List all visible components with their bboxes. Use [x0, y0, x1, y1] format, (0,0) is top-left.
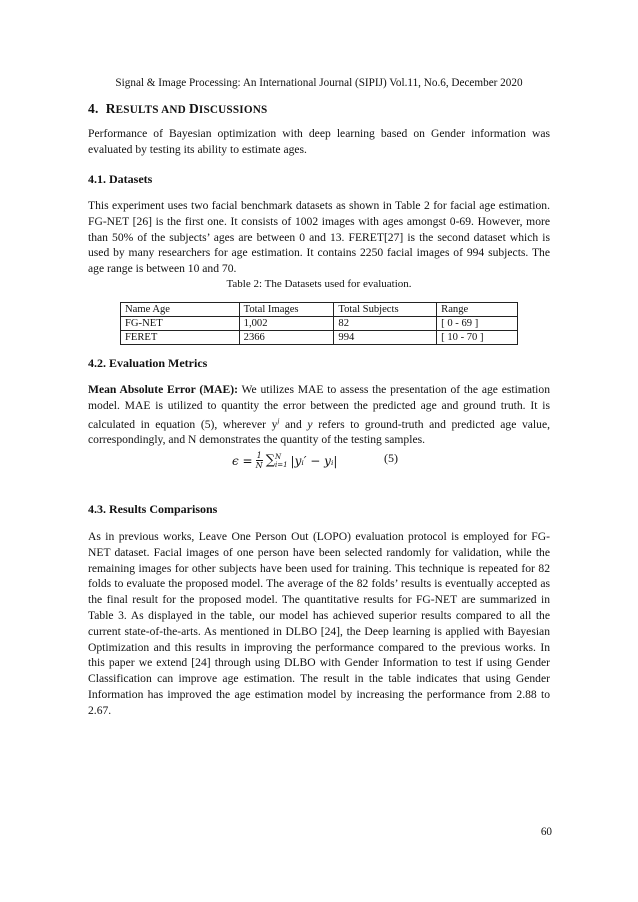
table-row: [121, 317, 518, 331]
table-row: [121, 331, 518, 345]
metrics-body: [88, 382, 550, 448]
table-caption: Table 2: The Datasets used for evaluation.: [226, 278, 412, 290]
metrics-heading: 4.2. Evaluation Metrics: [88, 356, 208, 370]
section-number: 4.: [88, 101, 99, 116]
section-intro: Performance of Bayesian optimization with deep learning based on Gender information was evaluated by testing its ability to estimate ages.: [88, 127, 550, 156]
table-cell: 2366: [239, 331, 334, 345]
metrics-text-1: We utilizes MAE to assess the presentation of the age estimation model. MAE is utilized to quantity the error between the predicted age and ground truth. It is calculated in equation (5), wherever y: [88, 383, 550, 431]
table-cell: 82: [334, 317, 437, 331]
equation-body: |yᵢ′ − yᵢ|: [290, 453, 338, 468]
sigma-symbol: ∑: [265, 453, 275, 468]
fraction-numerator: 1: [256, 451, 262, 460]
table-cell: 994: [334, 331, 437, 345]
section-title: [88, 101, 267, 117]
sigma-lower: i=1: [274, 460, 288, 469]
datasets-table: [120, 302, 518, 345]
sigma-limits: [275, 453, 288, 469]
section-title-d: D: [188, 101, 199, 116]
metrics-text-2: and: [279, 417, 308, 431]
superscript-j: j: [277, 416, 280, 425]
running-header: Signal & Image Processing: An International Journal (SIPIJ) Vol.11, No.6, December 2020: [115, 77, 523, 89]
table-header-cell: Range: [437, 303, 518, 317]
equation-lhs: ϵ =: [232, 453, 253, 468]
mae-lead: Mean Absolute Error (MAE):: [88, 383, 238, 396]
table-cell: [ 0 - 69 ]: [437, 317, 518, 331]
sigma-upper: N: [274, 452, 282, 461]
section-title-part2: ISCUSSIONS: [198, 104, 268, 116]
mae-equation: [232, 451, 337, 470]
table-header-row: [121, 303, 518, 317]
table-header-cell: Total Images: [239, 303, 334, 317]
table-cell: FG-NET: [121, 317, 240, 331]
section-title-part1: ESULTS AND: [115, 104, 189, 116]
section-title-r: R: [105, 101, 116, 116]
table-header-cell: Total Subjects: [334, 303, 437, 317]
datasets-body: This experiment uses two facial benchmark datasets as shown in Table 2 for facial age estimation. FG-NET [26] is the first one. It consists of 1002 images with ages amongst 0-69. However, more than 50% of the subjects’ ages are between 0 and 13. FERET[27] is the second dataset which is used by many researchers for age estimation. It contains 2250 facial images of 994 subjects. The age range is between 10 and 70.: [88, 199, 550, 276]
page-number: 60: [540, 826, 552, 838]
metrics-text-3: refers to ground-truth and predicted age value, correspondingly, and N demonstrates the quantity of the testing samples.: [88, 417, 550, 447]
y-symbol: y: [307, 417, 313, 431]
table-cell: 1,002: [239, 317, 334, 331]
table-cell: [ 10 - 70 ]: [437, 331, 518, 345]
table-header-cell: Name Age: [121, 303, 240, 317]
comparisons-heading: 4.3. Results Comparisons: [88, 502, 218, 516]
fraction-denominator: N: [255, 461, 263, 470]
comparisons-body: As in previous works, Leave One Person Out (LOPO) evaluation protocol is employed for FG-NET dataset. Facial images of one person have been selected randomly for validation, while the remaining images for other subjects have been used for training. This technique is repeated for 82 folds to evaluate the proposed model. The average of the 82 folds’ results is eventually accepted as the final result for the proposed model. The quantitative results for FG-NET are summarized in Table 3. As displayed in the table, our model has achieved superior results compared to all the current state-of-the-arts. As mentioned in DLBO [24], the Deep learning is applied with Bayesian Optimization and this results in improving the performance compared to the previous works. In this paper we extend [24] through using DLBO with Gender Information to test if using Gender Classification can improve age estimation. The result in the table indicates that using Gender Information has improved the age estimation model by increasing the performance from 2.88 to 2.67.: [88, 530, 550, 717]
datasets-heading: 4.1. Datasets: [88, 172, 153, 186]
table-cell: FERET: [121, 331, 240, 345]
equation-number: (5): [384, 451, 398, 465]
equation-fraction: [256, 451, 263, 470]
